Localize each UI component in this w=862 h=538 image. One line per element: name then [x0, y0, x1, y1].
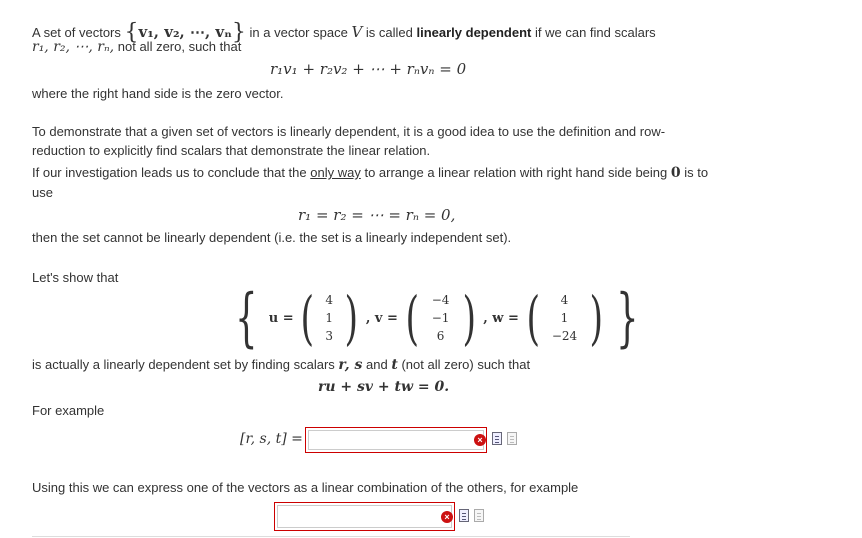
preview-icon[interactable]: [459, 509, 469, 522]
v-entry-1: −4: [431, 293, 450, 307]
u-entry-2: 1: [325, 311, 334, 325]
u-entry-3: 3: [325, 329, 334, 343]
zero-vector-symbol: 0: [670, 165, 681, 181]
paren-right: ): [462, 284, 476, 352]
w-label: , w =: [483, 310, 519, 326]
paren-right: ): [344, 284, 359, 352]
set-brace-open-large: {: [235, 281, 258, 355]
scalar-t: t: [391, 357, 398, 373]
vector-set-display: [226, 281, 648, 355]
w-entry-1: 4: [560, 293, 569, 307]
u-label: u =: [268, 310, 294, 326]
only-way-text: only way: [310, 165, 361, 180]
method-line-3: [32, 165, 708, 181]
combination-answer-input[interactable]: [277, 505, 452, 528]
zero-vector-note: where the right hand side is the zero vector.: [32, 86, 284, 101]
rst-answer-box: [305, 427, 487, 453]
error-icon: ×: [474, 434, 486, 446]
w-vector: [522, 284, 607, 352]
definition-text-e: not all zero, such that: [117, 39, 242, 54]
method-line-1: To demonstrate that a given set of vectors is linearly dependent, it is a good idea to use the definition and row-: [32, 124, 666, 139]
scalar-list: r₁, r₂, ⋯, rₙ,: [32, 39, 115, 55]
v-column: [424, 291, 458, 345]
u-entry-1: 4: [325, 293, 334, 307]
linear-combination-text: Using this we can express one of the vectors as a linear combination of the others, for example: [32, 480, 579, 495]
lets-show-text: Let's show that: [32, 270, 119, 285]
rst-answer-input[interactable]: [308, 430, 484, 450]
method-text-a: If our investigation leads us to conclude that the: [32, 165, 307, 180]
definition-text-a: A set of vectors: [32, 25, 121, 40]
paren-left: (: [300, 284, 314, 352]
relation-equation: ru + sv + tw = 0.: [318, 379, 450, 395]
set-brace-open: {: [124, 20, 139, 45]
v-entry-3: 6: [436, 329, 445, 343]
preview-icon[interactable]: [492, 432, 502, 445]
divider: [32, 536, 630, 537]
dependence-equation: r₁v₁ + r₂v₂ + ⋯ + rₙvₙ = 0: [270, 60, 467, 78]
v-entry-2: −1: [431, 311, 450, 325]
set-brace-close-large: }: [616, 281, 639, 355]
paren-right: ): [589, 284, 603, 352]
definition-text-b: in a vector space: [249, 25, 348, 40]
u-column: [318, 291, 340, 345]
definition-line-2: [32, 39, 241, 55]
paren-left: (: [526, 284, 540, 352]
and-text: and: [366, 357, 388, 372]
for-example-label: For example: [32, 403, 105, 418]
independence-note: then the set cannot be linearly dependent (i.e. the set is a linearly independent set).: [32, 230, 512, 245]
error-icon: ×: [441, 511, 453, 523]
scalars-rs: r, s: [338, 357, 363, 373]
v-label: , v =: [365, 310, 398, 326]
w-column: [545, 291, 585, 345]
rst-label: [r, s, t] =: [240, 431, 303, 447]
w-entry-2: 1: [560, 311, 569, 325]
vector-space-symbol: V: [351, 23, 363, 41]
find-scalars-text-a: is actually a linearly dependent set by finding scalars: [32, 357, 335, 372]
u-vector: [296, 284, 363, 352]
method-line-4: use: [32, 185, 53, 200]
vector-list: v₁, v₂, ⋯, vₙ: [138, 23, 232, 41]
trivial-equation: r₁ = r₂ = ⋯ = rₙ = 0,: [298, 206, 456, 224]
method-line-2: reduction to explicitly find scalars that demonstrate the linear relation.: [32, 143, 431, 158]
method-text-c: is to: [684, 165, 709, 180]
linearly-dependent-term: linearly dependent: [416, 25, 532, 40]
help-document-icon[interactable]: [507, 432, 517, 445]
paren-left: (: [405, 284, 420, 352]
find-scalars-text-b: (not all zero) such that: [401, 357, 531, 372]
definition-text-d: if we can find scalars: [535, 25, 656, 40]
method-text-b: to arrange a linear relation with right hand side being: [364, 165, 668, 180]
v-vector: [401, 284, 480, 352]
find-scalars-line: [32, 357, 530, 373]
definition-text-c: is called: [365, 25, 413, 40]
help-document-icon[interactable]: [474, 509, 484, 522]
w-entry-3: −24: [551, 329, 578, 343]
set-brace-close: }: [231, 20, 246, 45]
combination-answer-box: [274, 502, 455, 531]
